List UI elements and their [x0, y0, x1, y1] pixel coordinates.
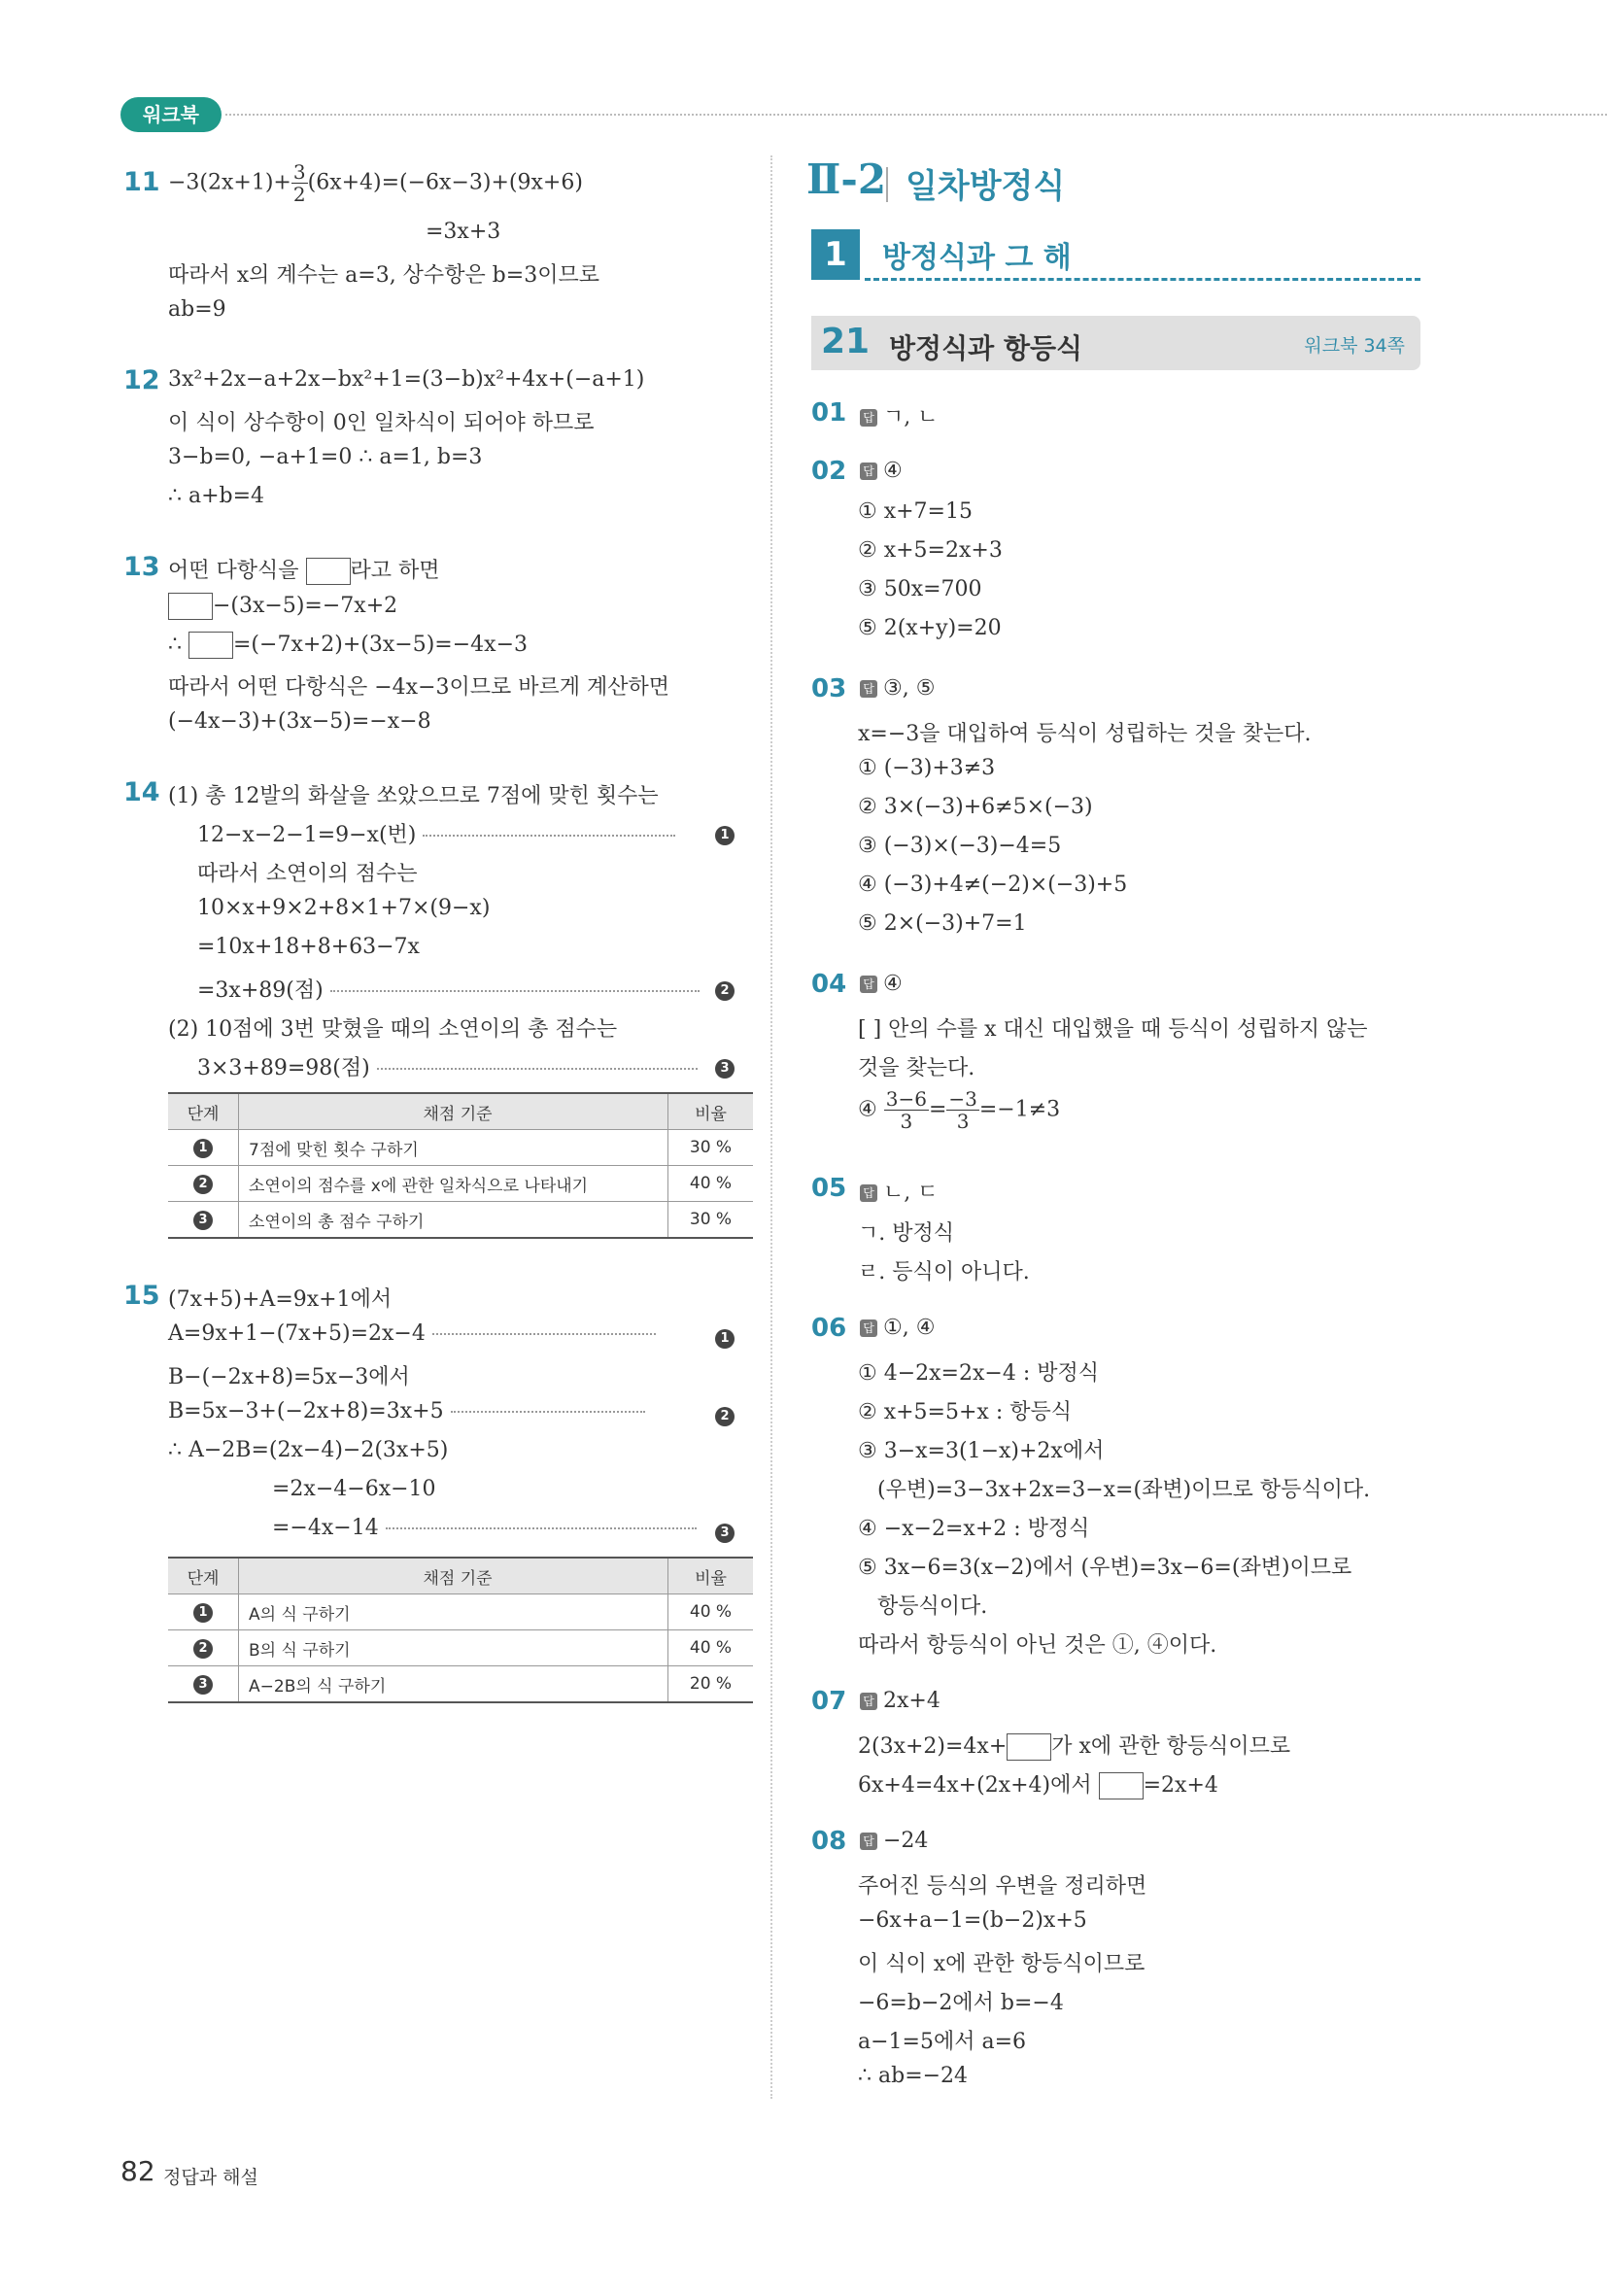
step-marker: 2 — [193, 1639, 213, 1659]
r07-answer — [860, 1689, 940, 1713]
r06-ans: ①, ④ — [883, 1316, 936, 1340]
answer-number-01: 01 — [811, 398, 847, 428]
r03-line2: ① (−3)+3≠3 — [858, 756, 996, 780]
dot-leader — [377, 1068, 698, 1070]
marker-3-label: 3 — [715, 1059, 735, 1079]
r06-line4: (우변)=3−3x+2x=3−x=(좌변)이므로 항등식이다. — [877, 1478, 1371, 1502]
p15-l4: B=5x−3+(−2x+8)=3x+5 — [168, 1399, 444, 1423]
r06-line7: 항등식이다. — [877, 1594, 988, 1619]
step-marker: 1 — [193, 1139, 213, 1158]
r05-ans: ㄴ, ㄷ — [883, 1181, 939, 1205]
p14-line1: (1) 총 12발의 화살을 쏘았으므로 7점에 맞힌 횟수는 — [168, 784, 659, 808]
p11-fraction — [291, 161, 308, 205]
answer-number-04: 04 — [811, 970, 847, 999]
answer-badge-icon: 답 — [860, 680, 877, 698]
topic-bar — [811, 316, 1420, 370]
p11-line1 — [168, 161, 583, 205]
chapter-title: 일차방정식 — [906, 167, 1066, 206]
p14-line5: =10x+18+8+63−7x — [197, 935, 420, 959]
r05-line1: ㄱ. 방정식 — [858, 1221, 954, 1246]
step-cell — [168, 1166, 239, 1202]
r04-l3a: ④ — [858, 1097, 884, 1122]
p12-line4: ∴ a+b=4 — [168, 484, 265, 508]
section-number-badge: 1 — [811, 229, 860, 280]
chapter-separator — [886, 167, 888, 202]
blank-box — [168, 593, 213, 620]
r04-l3b: =−1≠3 — [978, 1097, 1061, 1122]
r02-line1: ① x+7=15 — [858, 499, 973, 524]
problem-number-13: 13 — [123, 552, 160, 582]
r04-fraction-2 — [946, 1088, 978, 1132]
p15-line2 — [168, 1321, 656, 1346]
p14-line4: 10×x+9×2+8×1+7×(9−x) — [197, 896, 491, 920]
r03-line4: ③ (−3)×(−3)−4=5 — [858, 834, 1062, 858]
r07-l2a: 6x+4=4x+(2x+4)에서 — [858, 1773, 1099, 1798]
p12-line1: 3x²+2x−a+2x−bx²+1=(3−b)x²+4x+(−a+1) — [168, 367, 645, 392]
step-cell — [168, 1202, 239, 1239]
frac-den: 3 — [956, 1110, 970, 1133]
criteria-cell: 소연이의 총 점수 구하기 — [239, 1202, 668, 1239]
marker-1 — [715, 824, 735, 845]
r03-line1: x=−3을 대입하여 등식이 성립하는 것을 찾는다. — [858, 722, 1312, 746]
p15-line5: ∴ A−2B=(2x−4)−2(3x+5) — [168, 1438, 449, 1462]
topic-number: 21 — [821, 322, 871, 361]
step-marker: 2 — [193, 1175, 213, 1194]
grading-table-14 — [168, 1092, 753, 1239]
p13-l1b: 라고 하면 — [350, 559, 440, 583]
r02-answer — [860, 459, 903, 483]
r02-line4: ⑤ 2(x+y)=20 — [858, 616, 1002, 640]
r04-line2: 것을 찾는다. — [858, 1056, 975, 1080]
p14-line6 — [197, 974, 700, 1004]
marker-3-label: 3 — [715, 1524, 735, 1543]
marker-3 — [715, 1057, 735, 1079]
column-divider — [770, 155, 772, 2099]
r05-answer — [860, 1176, 939, 1206]
table-row — [168, 1130, 753, 1166]
p15-line1: (7x+5)+A=9x+1에서 — [168, 1287, 393, 1312]
r06-line8: 따라서 항등식이 아닌 것은 ①, ④이다. — [858, 1633, 1217, 1658]
step-marker: 1 — [193, 1603, 213, 1623]
step-marker: 3 — [193, 1211, 213, 1230]
table-row — [168, 1594, 753, 1630]
marker-3 — [715, 1522, 735, 1543]
table-header-criteria: 채점 기준 — [239, 1558, 668, 1594]
frac-num: 3−6 — [885, 1087, 927, 1111]
r08-answer — [860, 1829, 928, 1853]
dot-leader — [386, 1527, 697, 1529]
blank-box — [1007, 1733, 1051, 1761]
p11-line4: ab=9 — [168, 297, 226, 322]
page-number: 82 — [120, 2155, 155, 2187]
r06-answer — [860, 1316, 935, 1340]
r07-l2b: =2x+4 — [1143, 1773, 1218, 1798]
criteria-cell: 7점에 맞힌 횟수 구하기 — [239, 1130, 668, 1166]
p13-l3a: ∴ — [168, 633, 188, 657]
p13-line4: 따라서 어떤 다항식은 −4x−3이므로 바르게 계산하면 — [168, 675, 670, 700]
r03-line6: ⑤ 2×(−3)+7=1 — [858, 911, 1027, 936]
marker-1-label: 1 — [715, 1329, 735, 1349]
r05-line2: ㄹ. 등식이 아니다. — [858, 1260, 1030, 1285]
answer-badge-icon: 답 — [860, 463, 877, 480]
marker-2 — [715, 1405, 735, 1426]
blank-box — [1099, 1772, 1144, 1799]
ratio-cell: 40 % — [668, 1594, 754, 1630]
r04-ans: ④ — [883, 972, 903, 996]
p14-line8 — [197, 1051, 698, 1081]
section-dashed-line — [865, 278, 1420, 281]
r03-ans: ③, ⑤ — [883, 676, 936, 701]
p12-line3: 3−b=0, −a+1=0 ∴ a=1, b=3 — [168, 445, 483, 469]
p14-line2 — [197, 818, 675, 848]
r07-line2 — [858, 1768, 1218, 1799]
r04-eq: = — [928, 1097, 947, 1122]
p14-line3: 따라서 소연이의 점수는 — [197, 862, 418, 886]
p14-l2: 12−x−2−1=9−x(번) — [197, 823, 417, 847]
p11-l1a: −3(2x+1)+ — [168, 170, 291, 195]
r07-ans: 2x+4 — [883, 1689, 940, 1713]
table-row — [168, 1166, 753, 1202]
p11-line3: 따라서 x의 계수는 a=3, 상수항은 b=3이므로 — [168, 263, 599, 288]
r07-line1 — [858, 1730, 1290, 1761]
table-header-step: 단계 — [168, 1093, 239, 1130]
header-dotted-line — [225, 114, 1607, 116]
criteria-cell: A−2B의 식 구하기 — [239, 1666, 668, 1703]
criteria-cell: B의 식 구하기 — [239, 1630, 668, 1666]
r08-ans: −24 — [883, 1829, 929, 1853]
p13-l2: −(3x−5)=−7x+2 — [213, 594, 398, 618]
p15-line4 — [168, 1399, 645, 1423]
r03-line5: ④ (−3)+4≠(−2)×(−3)+5 — [858, 873, 1128, 897]
ratio-cell: 30 % — [668, 1202, 754, 1239]
step-cell — [168, 1130, 239, 1166]
ratio-cell: 40 % — [668, 1630, 754, 1666]
r06-line6: ⑤ 3x−6=3(x−2)에서 (우변)=3x−6=(좌변)이므로 — [858, 1556, 1352, 1580]
frac-num: −3 — [948, 1087, 977, 1111]
p12-line2: 이 식이 상수항이 0인 일차식이 되어야 하므로 — [168, 411, 595, 435]
p13-line2 — [168, 593, 397, 620]
r04-fraction-1 — [884, 1088, 929, 1132]
ratio-cell: 30 % — [668, 1130, 754, 1166]
p11-l1b: (6x+4)=(−6x−3)+(9x+6) — [307, 170, 583, 195]
dot-leader — [451, 1411, 645, 1413]
answer-number-02: 02 — [811, 457, 847, 486]
dot-leader — [330, 990, 700, 992]
r07-l1a: 2(3x+2)=4x+ — [858, 1734, 1008, 1759]
answer-number-08: 08 — [811, 1827, 847, 1856]
table-header-step: 단계 — [168, 1558, 239, 1594]
problem-number-14: 14 — [123, 777, 160, 807]
r04-answer — [860, 972, 903, 996]
p14-l6: =3x+89(점) — [197, 978, 324, 1003]
chapter-number: Ⅱ-2 — [806, 155, 887, 203]
p11-line2: =3x+3 — [426, 220, 501, 244]
answer-number-03: 03 — [811, 674, 847, 703]
r02-line3: ③ 50x=700 — [858, 577, 982, 601]
blank-box — [188, 632, 233, 659]
p13-line3 — [168, 632, 528, 659]
r08-line4: −6=b−2에서 b=−4 — [858, 1991, 1064, 2015]
r03-line3: ② 3×(−3)+6≠5×(−3) — [858, 795, 1093, 819]
table-row — [168, 1666, 753, 1703]
problem-number-15: 15 — [123, 1281, 160, 1311]
table-header-ratio: 비율 — [668, 1093, 754, 1130]
dot-leader — [432, 1333, 656, 1335]
r06-line5: ④ −x−2=x+2 : 방정식 — [858, 1517, 1090, 1541]
r06-line2: ② x+5=5+x : 항등식 — [858, 1400, 1072, 1424]
marker-2 — [715, 979, 735, 1001]
p13-l3b: =(−7x+2)+(3x−5)=−4x−3 — [233, 633, 529, 657]
marker-1 — [715, 1327, 735, 1349]
problem-number-11: 11 — [123, 167, 160, 197]
p15-l7: =−4x−14 — [272, 1516, 379, 1540]
r06-line3: ③ 3−x=3(1−x)+2x에서 — [858, 1439, 1105, 1463]
grading-table-15 — [168, 1557, 753, 1703]
p13-l1a: 어떤 다항식을 — [168, 559, 306, 583]
ratio-cell: 20 % — [668, 1666, 754, 1703]
p13-line1 — [168, 554, 440, 585]
step-marker: 3 — [193, 1675, 213, 1695]
p15-line6: =2x−4−6x−10 — [272, 1477, 436, 1501]
table-header-row — [168, 1093, 753, 1130]
answer-badge-icon: 답 — [860, 1693, 877, 1710]
criteria-cell: A의 식 구하기 — [239, 1594, 668, 1630]
table-header-row — [168, 1558, 753, 1594]
table-header-criteria: 채점 기준 — [239, 1093, 668, 1130]
r04-line3 — [858, 1088, 1060, 1132]
table-header-ratio: 비율 — [668, 1558, 754, 1594]
answer-badge-icon: 답 — [860, 976, 877, 993]
marker-1-label: 1 — [715, 826, 735, 845]
answer-badge-icon: 답 — [860, 1184, 877, 1202]
table-row — [168, 1202, 753, 1239]
r08-line1: 주어진 등식의 우변을 정리하면 — [858, 1874, 1147, 1899]
step-cell — [168, 1594, 239, 1630]
p14-line7: (2) 10점에 3번 맞혔을 때의 소연이의 총 점수는 — [168, 1017, 618, 1042]
r03-answer — [860, 676, 935, 701]
frac-den: 3 — [900, 1110, 913, 1133]
topic-title: 방정식과 항등식 — [889, 332, 1083, 364]
workbook-page-ref: 워크북 34쪽 — [1304, 335, 1405, 357]
problem-number-12: 12 — [123, 365, 160, 395]
answer-badge-icon: 답 — [860, 409, 877, 427]
blank-box — [306, 558, 351, 585]
r06-line1: ① 4−2x=2x−4 : 방정식 — [858, 1361, 1099, 1386]
p15-l2: A=9x+1−(7x+5)=2x−4 — [168, 1321, 426, 1346]
section-title: 방정식과 그 해 — [882, 241, 1072, 275]
p14-l8: 3×3+89=98(점) — [197, 1056, 370, 1080]
p13-line5: (−4x−3)+(3x−5)=−x−8 — [168, 709, 431, 734]
table-row — [168, 1630, 753, 1666]
r04-line1: [ ] 안의 수를 x 대신 대입했을 때 등식이 성립하지 않는 — [858, 1017, 1368, 1042]
answer-badge-icon: 답 — [860, 1319, 877, 1337]
step-cell — [168, 1630, 239, 1666]
marker-2-label: 2 — [715, 1407, 735, 1426]
r02-ans: ④ — [883, 459, 903, 483]
criteria-cell: 소연이의 점수를 x에 관한 일차식으로 나타내기 — [239, 1166, 668, 1202]
r08-line5: a−1=5에서 a=6 — [858, 2030, 1027, 2054]
answer-number-07: 07 — [811, 1687, 847, 1716]
answer-number-06: 06 — [811, 1314, 847, 1343]
r01-answer — [860, 400, 939, 430]
answer-number-05: 05 — [811, 1174, 847, 1203]
ratio-cell: 40 % — [668, 1166, 754, 1202]
marker-2-label: 2 — [715, 981, 735, 1001]
r01-ans: ㄱ, ㄴ — [883, 405, 939, 429]
p15-line3: B−(−2x+8)=5x−3에서 — [168, 1365, 410, 1389]
p15-line7 — [272, 1516, 697, 1540]
workbook-tag: 워크북 — [120, 97, 222, 132]
r08-line2: −6x+a−1=(b−2)x+5 — [858, 1908, 1087, 1933]
r08-line3: 이 식이 x에 관한 항등식이므로 — [858, 1952, 1145, 1976]
step-cell — [168, 1666, 239, 1703]
r02-line2: ② x+5=2x+3 — [858, 538, 1003, 563]
footer-label: 정답과 해설 — [163, 2167, 258, 2188]
p11-frac-den: 2 — [292, 183, 306, 206]
r08-line6: ∴ ab=−24 — [858, 2064, 969, 2088]
p11-frac-num: 3 — [292, 160, 306, 184]
r07-l1b: 가 x에 관한 항등식이므로 — [1051, 1734, 1291, 1759]
dot-leader — [423, 835, 675, 837]
answer-badge-icon: 답 — [860, 1833, 877, 1850]
